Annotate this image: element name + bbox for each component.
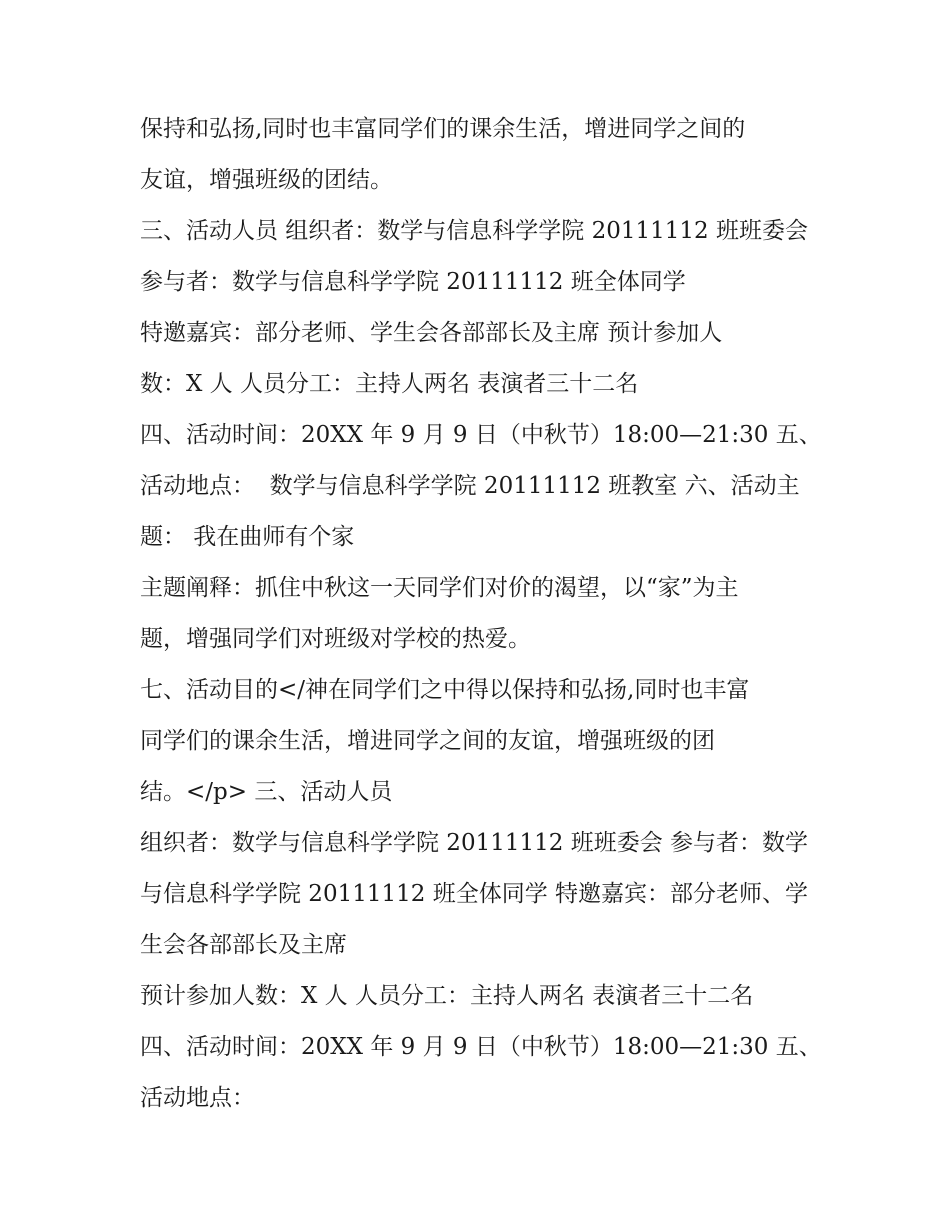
text-line: 结。</p> 三、活动人员 (140, 779, 393, 805)
text-line: 参与者：数学与信息科学学院 20111112 班全体同学 (140, 269, 686, 295)
text-line: 保持和弘扬,同时也丰富同学们的课余生活，增进同学之间的 (140, 116, 746, 142)
text-line: 组织者：数学与信息科学学院 20111112 班班委会 参与者：数学 (140, 830, 808, 856)
text-line: 同学们的课余生活，增进同学之间的友谊，增强班级的团 (140, 728, 715, 754)
text-line: 题： 我在曲师有个家 (140, 524, 355, 550)
text-line: 特邀嘉宾：部分老师、学生会各部部长及主席 预计参加人 (140, 320, 723, 346)
text-line: 三、活动人员 组织者：数学与信息科学学院 20111112 班班委会 (140, 218, 808, 244)
text-line: 四、活动时间：20XX 年 9 月 9 日（中秋节）18:00—21:30 五、 (140, 422, 822, 448)
text-line: 主题阐释：抓住中秋这一天同学们对价的渴望，以“家”为主 (140, 575, 739, 601)
text-line: 四、活动时间：20XX 年 9 月 9 日（中秋节）18:00—21:30 五、 (140, 1034, 822, 1060)
text-line: 数：X 人 人员分工：主持人两名 表演者三十二名 (140, 371, 639, 397)
text-line: 与信息科学学院 20111112 班全体同学 特邀嘉宾：部分老师、学 (140, 881, 808, 907)
text-line: 题，增强同学们对班级对学校的热爱。 (140, 626, 531, 652)
body-text (140, 104, 820, 1124)
text-line: 预计参加人数：X 人 人员分工：主持人两名 表演者三十二名 (140, 983, 754, 1009)
text-line: 活动地点： (140, 1085, 255, 1111)
text-line: 友谊，增强班级的团结。 (140, 167, 393, 193)
text-line: 生会各部部长及主席 (140, 932, 347, 958)
text-line: 活动地点： 数学与信息科学学院 20111112 班教室 六、活动主 (140, 473, 800, 499)
text-line: 七、活动目的</神在同学们之中得以保持和弘扬,同时也丰富 (140, 677, 750, 703)
